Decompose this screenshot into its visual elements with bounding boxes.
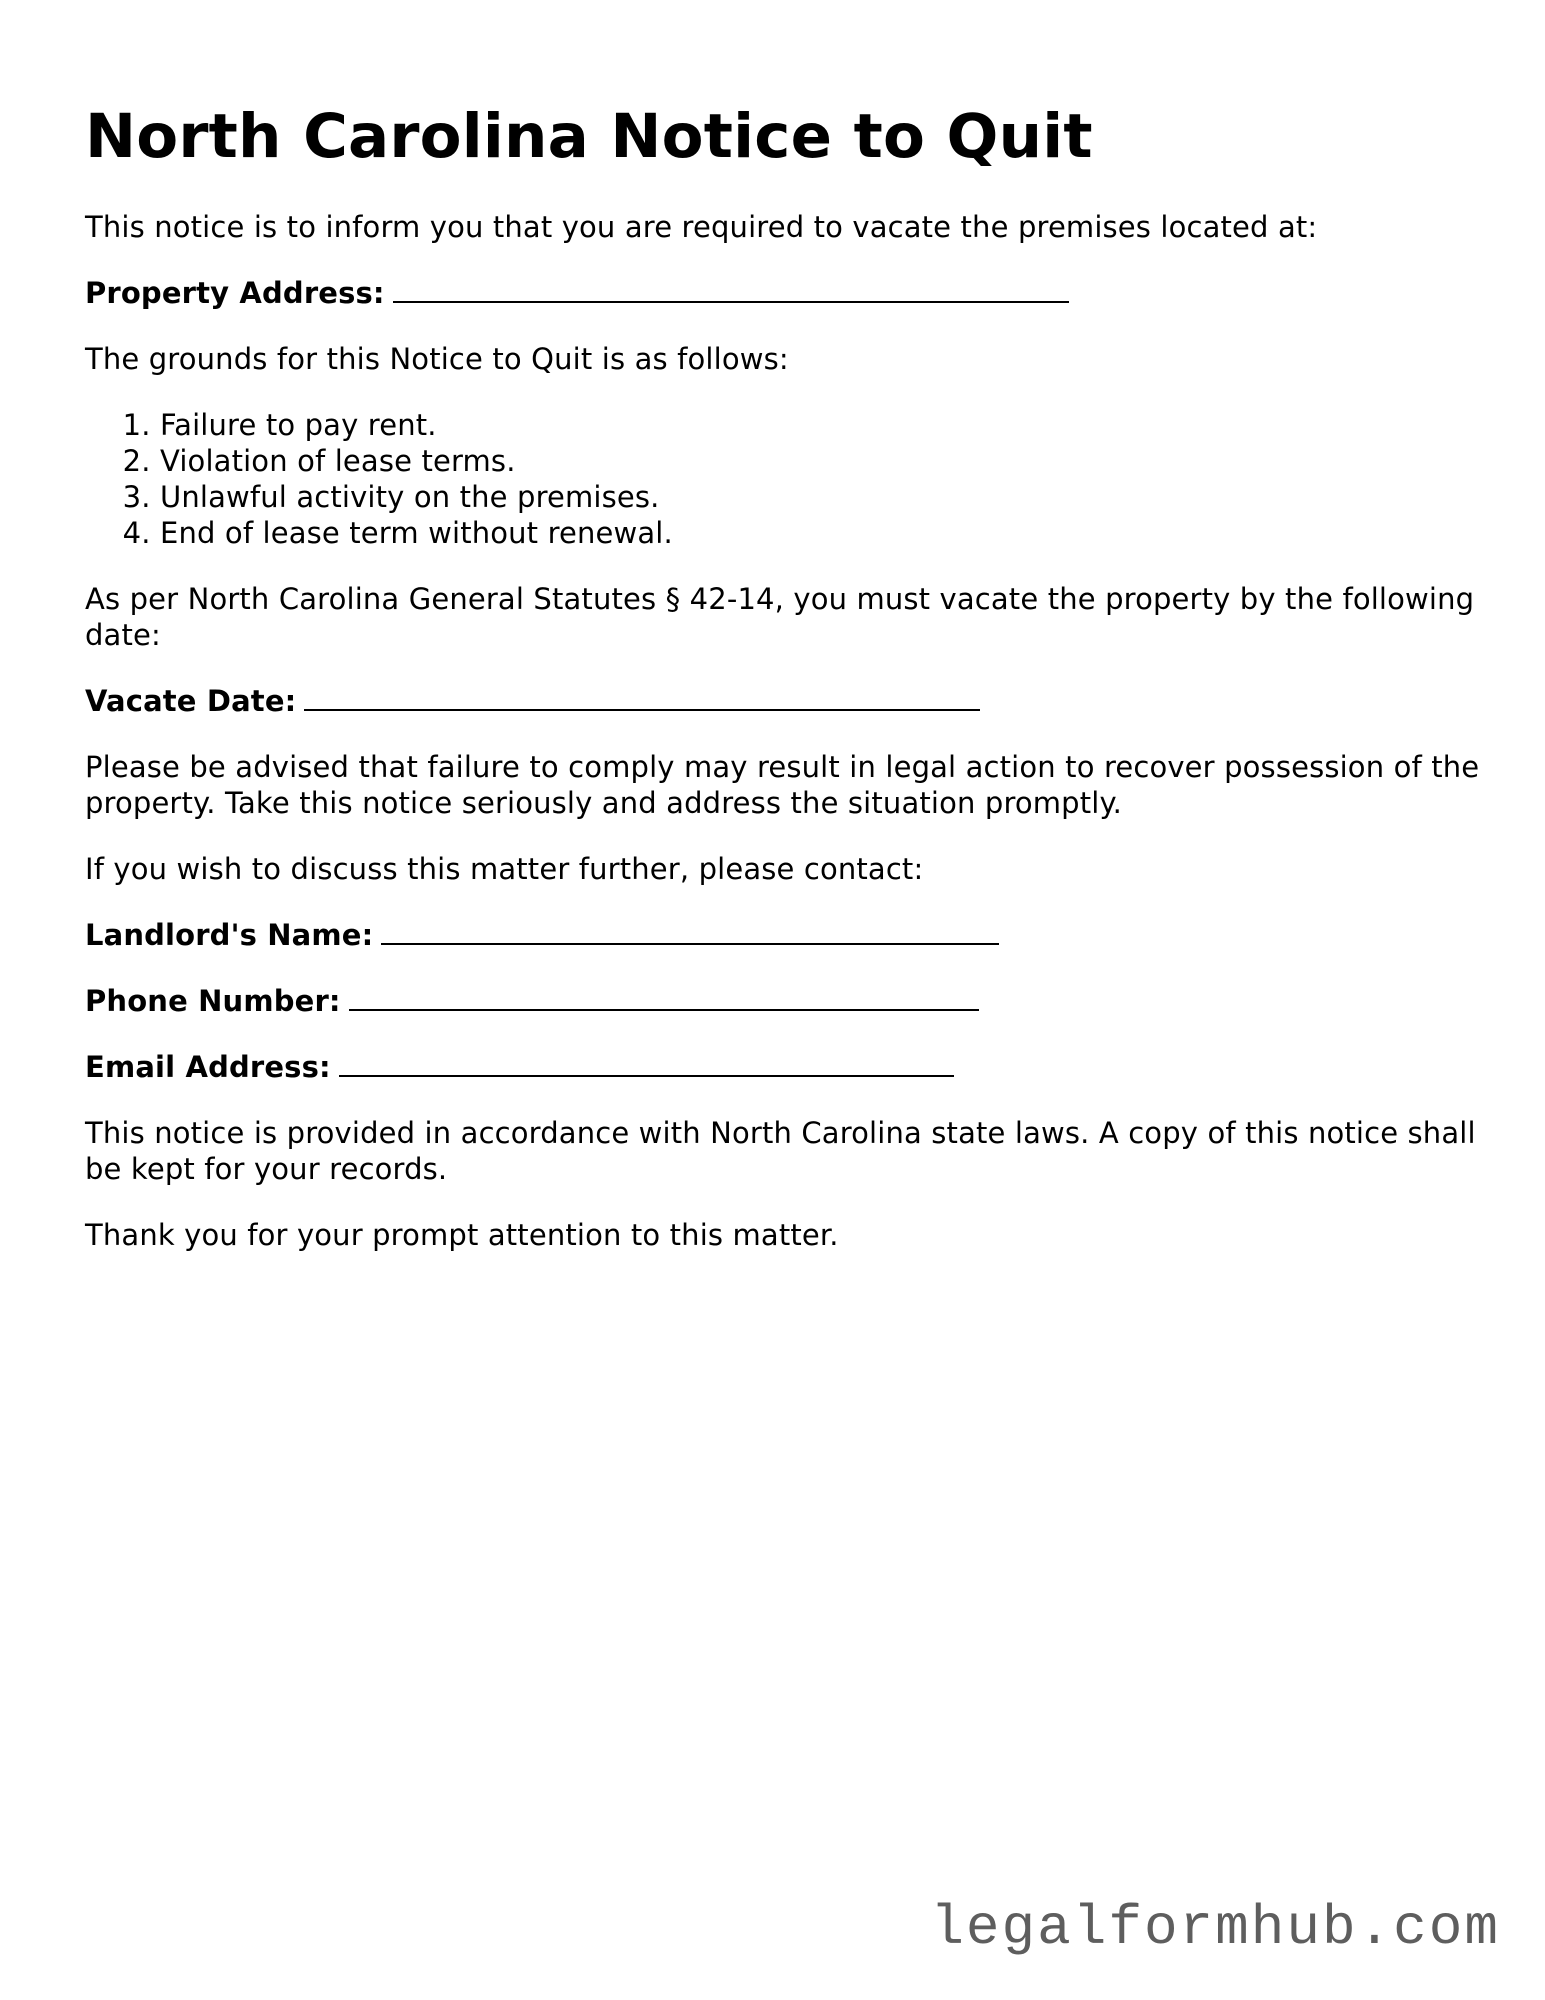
email-address-field	[85, 1049, 1485, 1085]
page-title: North Carolina Notice to Quit	[85, 101, 1093, 172]
warning-paragraph: Please be advised that failure to comply may result in legal action to recover possession of the property. Take this notice seriously and address the situation promptly.	[85, 750, 1480, 821]
property-address-blank[interactable]	[393, 275, 1069, 303]
intro-paragraph: This notice is to inform you that you are required to vacate the premises located at:	[85, 210, 1318, 245]
watermark: legalformhub.com	[930, 1896, 1500, 1960]
property-address-field	[85, 275, 1485, 311]
vacate-date-field	[85, 683, 1485, 719]
statute-paragraph: As per North Carolina General Statutes § 42-14, you must vacate the property by the following date:	[85, 582, 1475, 653]
landlord-name-field	[85, 917, 1485, 953]
notice-document	[85, 100, 1485, 1283]
closing-paragraph: Thank you for your prompt attention to this matter.	[85, 1218, 839, 1253]
phone-number-field	[85, 983, 1485, 1019]
phone-number-blank[interactable]	[349, 983, 979, 1011]
email-address-blank[interactable]	[339, 1049, 954, 1077]
phone-number-label: Phone Number:	[85, 984, 341, 1019]
list-item: 3. Unlawful activity on the premises.	[160, 479, 1485, 515]
landlord-name-label: Landlord's Name:	[85, 918, 374, 953]
grounds-list	[85, 407, 1485, 551]
property-address-label: Property Address:	[85, 276, 385, 311]
vacate-date-blank[interactable]	[304, 683, 980, 711]
grounds-intro: The grounds for this Notice to Quit is as follows:	[85, 342, 789, 377]
contact-intro: If you wish to discuss this matter further, please contact:	[85, 852, 924, 887]
compliance-paragraph: This notice is provided in accordance with North Carolina state laws. A copy of this notice shall be kept for your records.	[85, 1116, 1476, 1187]
vacate-date-label: Vacate Date:	[85, 684, 297, 719]
list-item: 4. End of lease term without renewal.	[160, 515, 1485, 551]
list-item: 2. Violation of lease terms.	[160, 443, 1485, 479]
landlord-name-blank[interactable]	[381, 917, 999, 945]
list-item: 1. Failure to pay rent.	[160, 407, 1485, 443]
email-address-label: Email Address:	[85, 1050, 331, 1085]
